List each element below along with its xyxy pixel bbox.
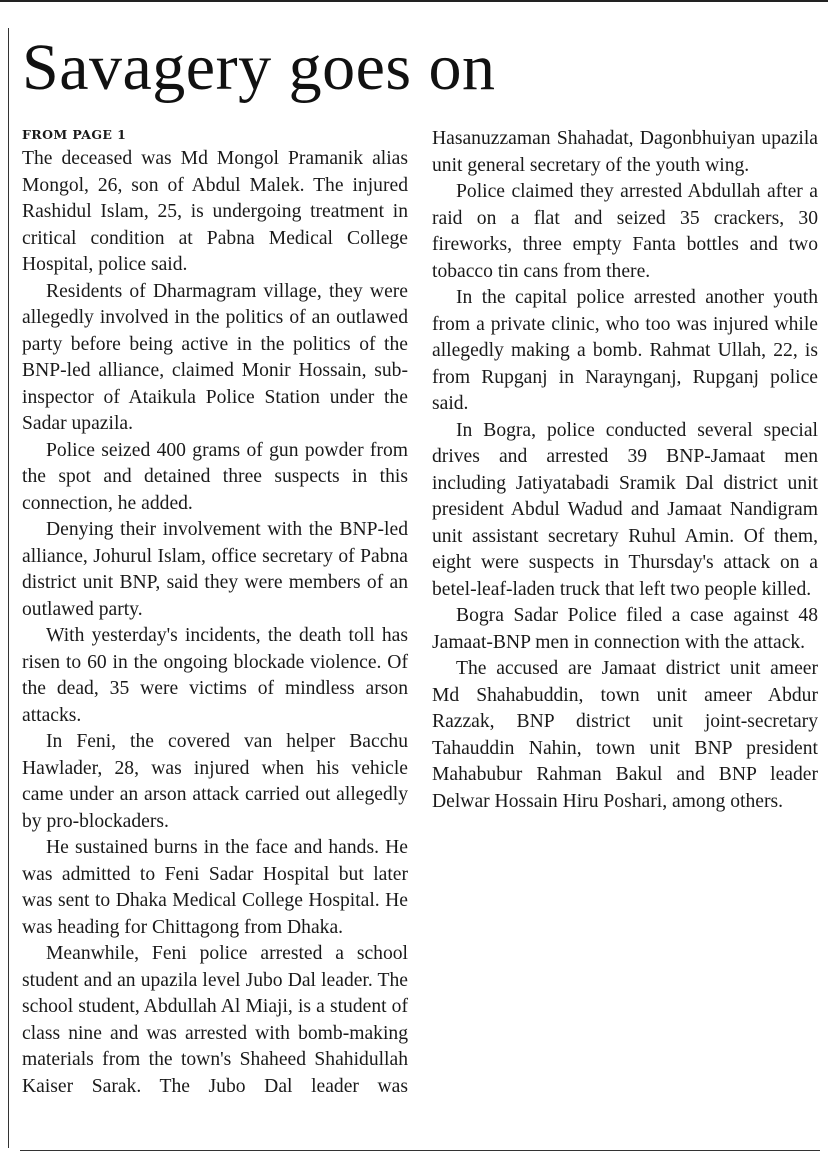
left-column-rule (8, 28, 9, 1148)
bottom-rule (20, 1150, 820, 1151)
top-rule (0, 0, 828, 2)
paragraph: With yesterday's incidents, the death toll has risen to 60 in the ongoing blockade violence. Of the dead, 35 were victims of mindless arson attacks. (22, 625, 408, 726)
paragraph: Police seized 400 grams of gun powder from the spot and detained three suspects in this connection, he added. (22, 439, 408, 514)
continuation-kicker: FROM PAGE 1 (22, 127, 127, 142)
paragraph: Denying their involvement with the BNP-led alliance, Johurul Islam, office secretary of Pabna district unit BNP, said they were members of an outlawed party. (22, 519, 408, 620)
paragraph: Residents of Dharmagram village, they were allegedly involved in the politics of an outlawed party before being active in the politics of the BNP-led alliance, claimed Monir Hossain, sub-inspector of Ataikula Police Station under the Sadar upazila. (22, 280, 408, 434)
paragraph: In Feni, the covered van helper Bacchu Hawlader, 28, was injured when his vehicle came under an arson attack carried out allegedly by pro-blockaders. (22, 731, 408, 832)
paragraph: Police claimed they arrested Abdullah after a raid on a flat and seized 35 crackers, 30 fireworks, three empty Fanta bottles and two tobacco tin cans from there. (432, 181, 818, 282)
paragraph: Meanwhile, Feni police arrested a school student and an upazila level Jubo Dal leader. The school student, Abdullah Al Miaji, is a student of class nine and was arrested with bomb-making materials from the town's Shaheed Shahidullah Kaiser Sarak. The Jubo Dal leader was Hasanuzzaman Shahadat, Dagonbhuiyan upazila unit general secretary of the youth wing. (22, 128, 818, 1097)
paragraph: He sustained burns in the face and hands. He was admitted to Feni Sadar Hospital but later was sent to Dhaka Medical College Hospital. He was heading for Chittagong from Dhaka. (22, 837, 408, 938)
paragraph: In Bogra, police conducted several special drives and arrested 39 BNP-Jamaat men including Jatiyatabadi Sramik Dal district unit president Abdul Wadud and Jamaat Nandigram unit assistant secretary Ruhul Amin. Of them, eight were suspects in Thursday's attack on a betel-leaf-laden truck that left two people killed. (432, 419, 818, 600)
paragraph: In the capital police arrested another youth from a private clinic, who too was injured while allegedly making a bomb. Rahmat Ullah, 22, is from Rupganj in Naraynganj, Rupganj police said. (432, 287, 818, 414)
headline: Savagery goes on (22, 31, 496, 104)
paragraph: The deceased was Md Mongol Pramanik alias Mongol, 26, son of Abdul Malek. The injured Rashidul Islam, 25, is undergoing treatment in critical condition at Pabna Medical College Hospital, police said. (22, 148, 408, 275)
paragraph: Bogra Sadar Police filed a case against 48 Jamaat-BNP men in connection with the attack. (432, 605, 818, 653)
article-body (22, 126, 818, 1144)
paragraph: The accused are Jamaat district unit ameer Md Shahabuddin, town unit ameer Abdur Razzak, BNP district unit joint-secretary Tahauddin Nahin, town unit BNP president Mahabubur Rahman Bakul and BNP leader Delwar Hossain Hiru Poshari, among others. (432, 658, 818, 812)
